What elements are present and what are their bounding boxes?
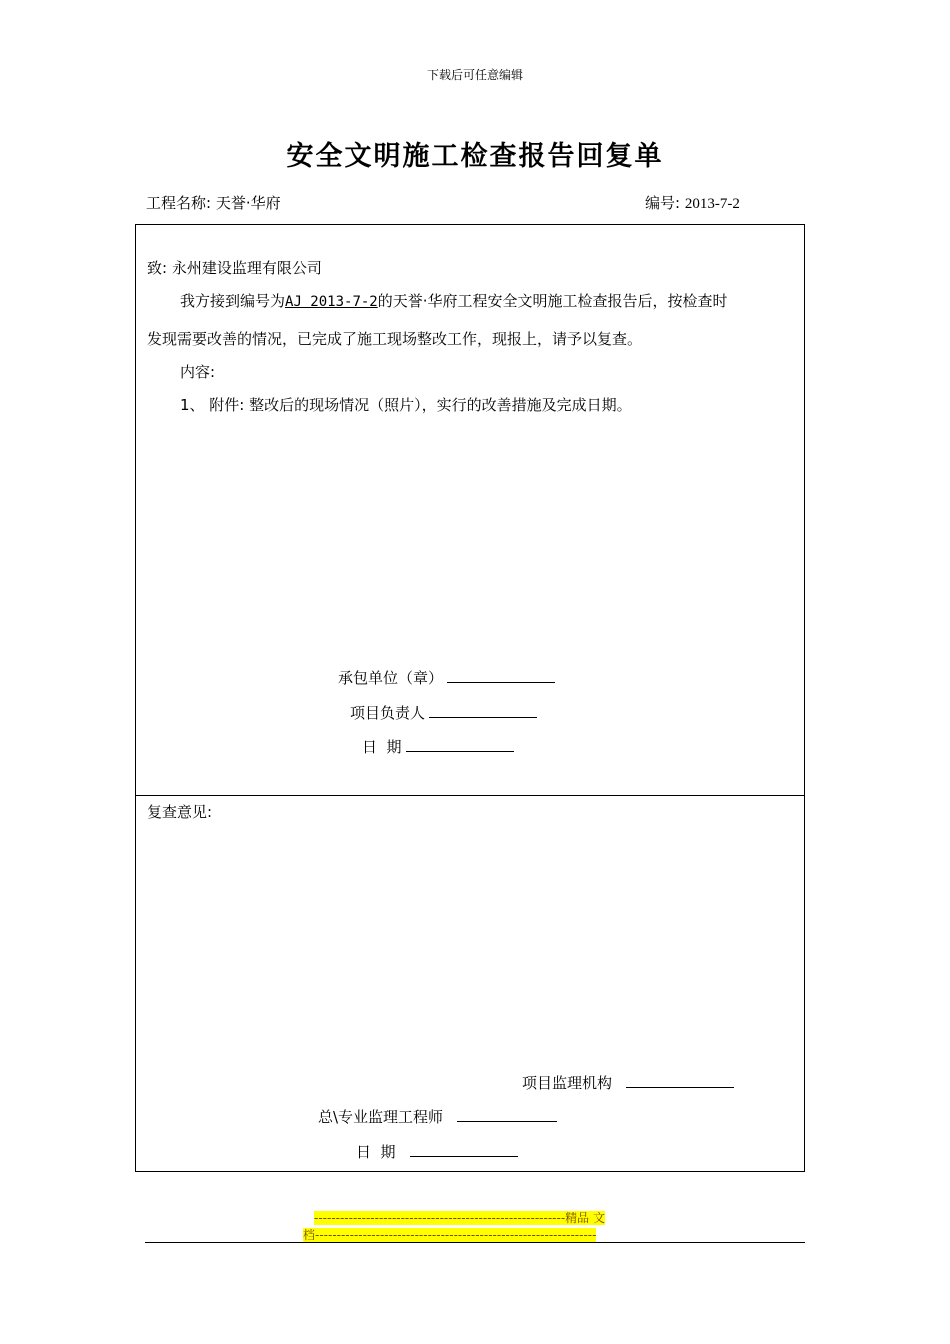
project-name-label: 工程名称: [146, 194, 212, 212]
recipient-label: 致: [147, 259, 168, 277]
body-line-1 [180, 290, 728, 311]
recipient [147, 257, 322, 278]
review-section [135, 795, 805, 1172]
document-title: 安全文明施工检查报告回复单 [286, 141, 664, 172]
review-date [356, 1141, 518, 1162]
content-label: 内容: [180, 363, 216, 381]
supervision-org-signature [522, 1072, 734, 1093]
manager-label: 项目负责人 [350, 704, 426, 722]
body-text-post: 的天誉·华府工程安全文明施工检查报告后，按检查时 [377, 292, 728, 310]
contractor-signature [338, 667, 555, 688]
footer-text-1: ----------------------------------------------------------精品 文 [314, 1211, 605, 1225]
manager-signature-line [429, 716, 537, 718]
engineer-label: 总\专业监理工程师 [318, 1108, 444, 1126]
project-name [146, 192, 281, 213]
reply-section [135, 224, 805, 796]
document-number-label: 编号: [645, 194, 681, 212]
reference-code: AJ 2013-7-2 [285, 294, 378, 310]
reply-date-label: 日 期 [362, 738, 402, 756]
reply-date [362, 736, 514, 757]
footer-text-2: 档----------------------------------------------------------------- [303, 1228, 597, 1242]
review-date-label: 日 期 [356, 1143, 396, 1161]
body-line-2: 发现需要改善的情况，已完成了施工现场整改工作，现报上，请予以复查。 [147, 330, 643, 348]
document-number-value: 2013-7-2 [684, 196, 740, 212]
manager-signature [350, 702, 537, 723]
engineer-signature-line [457, 1120, 557, 1122]
project-name-value: 天誉·华府 [215, 194, 281, 212]
header-note: 下载后可任意编辑 [426, 68, 523, 82]
content-item-1: 1、 附件: 整改后的现场情况（照片），实行的改善措施及完成日期。 [180, 396, 632, 414]
document-number [645, 192, 740, 213]
body-text-pre: 我方接到编号为 [180, 292, 286, 310]
footer-line-2 [303, 1224, 596, 1243]
footer-rule [145, 1242, 805, 1243]
contractor-signature-line [447, 681, 555, 683]
supervision-org-line [626, 1086, 734, 1088]
supervision-org-label: 项目监理机构 [522, 1074, 613, 1092]
contractor-label: 承包单位（章） [338, 669, 444, 687]
reply-date-line [406, 750, 514, 752]
review-date-line [410, 1155, 518, 1157]
review-label: 复查意见: [147, 803, 213, 821]
recipient-value: 永州建设监理有限公司 [171, 259, 322, 277]
engineer-signature [318, 1106, 557, 1127]
